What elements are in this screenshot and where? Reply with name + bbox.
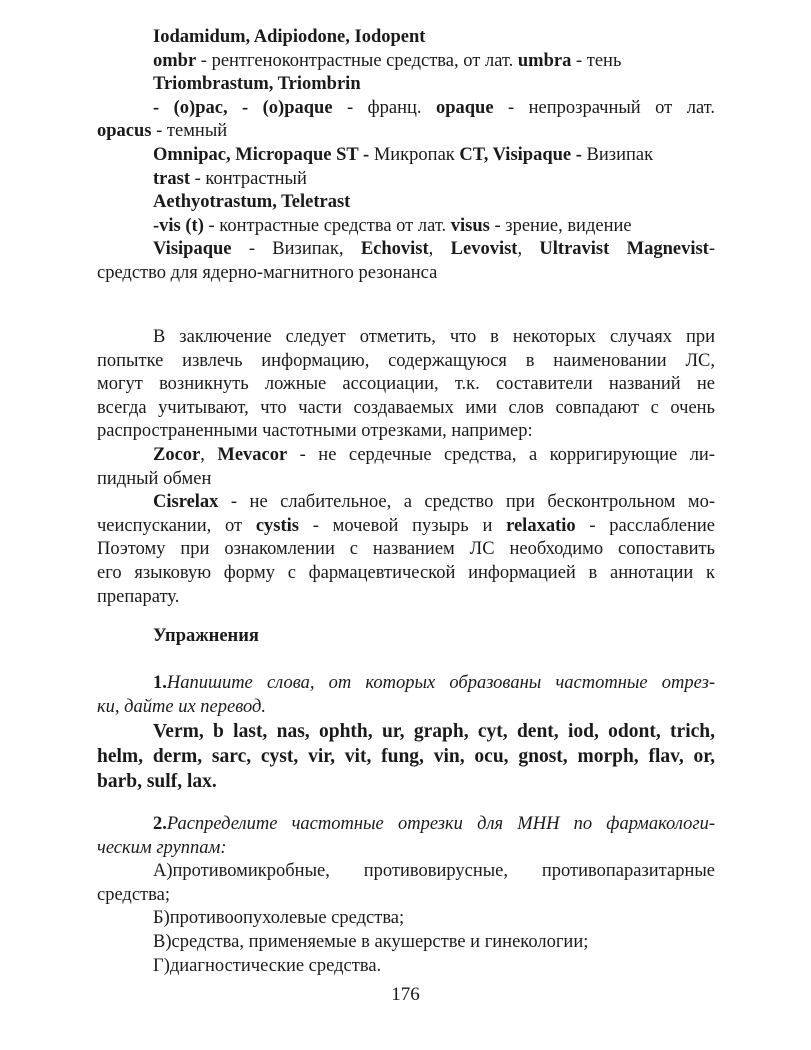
exercise-2-option <box>97 907 715 931</box>
glossary-line <box>97 262 715 286</box>
text-run: - франц. <box>332 97 436 118</box>
exercise-1-instruction <box>97 672 715 696</box>
glossary-line <box>97 215 715 239</box>
glossary-line <box>97 26 715 50</box>
text-run: средство для ядерно-магнитного резонанса <box>97 262 438 283</box>
text-run: , <box>517 239 540 260</box>
text-run: - <box>708 239 716 260</box>
text-run: , <box>200 444 218 465</box>
text-run: пидный обмен <box>97 468 212 489</box>
paragraph-line <box>97 562 715 586</box>
bold-term: cystis <box>255 515 299 536</box>
paragraph-line <box>97 326 715 350</box>
bold-term: Aethyotrastum, Teletrast <box>153 192 351 213</box>
glossary-line <box>97 191 715 215</box>
text-run: - контрастный <box>189 168 307 189</box>
bold-term: visus <box>450 215 490 236</box>
text-run: - контрастные средства от лат. <box>203 215 451 236</box>
exercise-2-instruction <box>97 813 715 837</box>
text-run: А)противомикробные, противовирусные, противопаразитарные <box>153 861 715 882</box>
text-run: Г)диагностические средства. <box>153 955 382 976</box>
italic-text: Напишите слова, от которых образованы частотные отрез- <box>166 673 715 693</box>
exercises-heading <box>97 625 715 649</box>
bold-term: relaxatio <box>506 515 576 536</box>
paragraph-line <box>97 538 715 562</box>
text-run: распространенными частотными отрезками, например: <box>97 421 533 442</box>
bold-term: umbra <box>517 50 572 71</box>
conclusion-paragraph <box>97 326 715 609</box>
text-run: Поэтому при ознакомлении с названием ЛС необходимо сопоставить <box>97 539 715 560</box>
exercise-2-option <box>97 955 715 979</box>
bold-term: trast <box>153 168 190 189</box>
text-run: Б)противоопухолевые средства; <box>153 908 405 929</box>
italic-text: ки, дайте их перевод. <box>97 696 266 717</box>
text-run: - зрение, видение <box>489 215 632 236</box>
bold-term: Mevacor <box>217 444 288 465</box>
text-run: , <box>428 239 451 260</box>
text-run: - не слабительное, а средство при бесконтрольном мо- <box>218 492 715 513</box>
bold-term: ombr <box>153 50 197 71</box>
bold-term: Visipaque <box>153 239 232 260</box>
paragraph-line <box>97 373 715 397</box>
text-run: его языковую форму с фармацевтической информацией в аннотации к <box>97 562 715 583</box>
bold-term: opacus <box>97 121 152 142</box>
text-run: - мочевой пузырь и <box>298 515 507 536</box>
text-run: - тень <box>571 50 622 71</box>
exercise-2-instruction <box>97 837 715 861</box>
text-run: - рентгеноконтрастные средства, от лат. <box>196 50 518 71</box>
text-run: - не сердечные средства, а корригирующие ли- <box>287 444 715 465</box>
bold-term: Zocor <box>153 444 201 465</box>
paragraph-line <box>97 444 715 468</box>
paragraph-line <box>97 586 715 610</box>
glossary-line <box>97 50 715 74</box>
glossary-line <box>97 168 715 192</box>
italic-text: Распределите частотные отрезки для МНН по фармакологи- <box>166 814 715 834</box>
exercises-heading-wrap <box>97 625 715 649</box>
bold-term: -vis (t) <box>153 215 204 236</box>
paragraph-line <box>97 397 715 421</box>
exercise-1-words: Verm, b last, nas, ophth, ur, graph, cyt, dent, iod, odont, trich, <box>153 721 715 743</box>
exercise-2-option <box>97 884 715 908</box>
bold-term: CT, Visipaque - <box>459 144 587 165</box>
text-run: всегда учитывают, что части создаваемых ими слов совпадают с очень <box>97 397 715 418</box>
bold-term: 2. <box>153 814 167 834</box>
paragraph-line <box>97 420 715 444</box>
text-run: В)средства, применяемые в акушерстве и гинекологии; <box>153 931 589 952</box>
paragraph-line <box>97 468 715 492</box>
bold-term: Cisrelax <box>153 492 219 513</box>
text-run: чеиспускании, от <box>97 515 256 536</box>
exercise-1-instruction <box>97 696 715 720</box>
exercises-heading-text: Упражнения <box>153 626 259 646</box>
text-run: - темный <box>151 121 228 142</box>
bold-term: Levovist <box>450 239 518 260</box>
exercise-2 <box>97 813 715 978</box>
italic-text: ческим группам: <box>97 837 227 858</box>
paragraph-line <box>97 491 715 515</box>
glossary-line <box>97 73 715 97</box>
glossary-line <box>97 120 715 144</box>
text-run: Визипак <box>586 144 654 165</box>
bold-term: 1. <box>153 673 167 693</box>
text-run: - непрозрачный от лат. <box>493 97 715 118</box>
bold-term: Ultravist Magnevist <box>539 239 709 260</box>
text-run: средства; <box>97 884 170 905</box>
glossary-line <box>97 144 715 168</box>
bold-term: Iodamidum, Adipiodone, Iodopent <box>153 27 426 47</box>
page-number: 176 <box>391 984 420 1005</box>
glossary-block <box>97 26 715 286</box>
paragraph-line <box>97 350 715 374</box>
text-run: - расслабление <box>575 515 716 536</box>
exercise-2-option <box>97 860 715 884</box>
text-run: препарату. <box>97 586 180 607</box>
bold-term: opaque <box>435 97 494 118</box>
exercise-1-words: helm, derm, sarc, cyst, vir, vit, fung, vin, ocu, gnost, morph, flav, or, <box>97 746 715 768</box>
bold-term: Echovist <box>360 239 429 260</box>
bold-term: Triombrastum, Triombrin <box>153 74 361 95</box>
text-run: - Визипак, <box>231 239 361 260</box>
bold-term: - (o)pac, - (o)paque <box>153 97 333 118</box>
exercise-1 <box>97 672 715 794</box>
exercise-2-option <box>97 931 715 955</box>
glossary-line <box>97 97 715 121</box>
text-run: Микропак <box>373 144 460 165</box>
text-run: попытке извлечь информацию, содержащуюся в наименовании ЛС, <box>97 350 715 371</box>
exercise-1-words: barb, sulf, lax. <box>97 771 217 793</box>
text-run: могут возникнуть ложные ассоциации, т.к. составители названий не <box>97 374 715 395</box>
paragraph-line <box>97 515 715 539</box>
bold-term: Omnipac, Micropaque ST - <box>153 144 374 165</box>
glossary-line <box>97 238 715 262</box>
text-run: В заключение следует отметить, что в некоторых случаях при <box>153 327 715 347</box>
